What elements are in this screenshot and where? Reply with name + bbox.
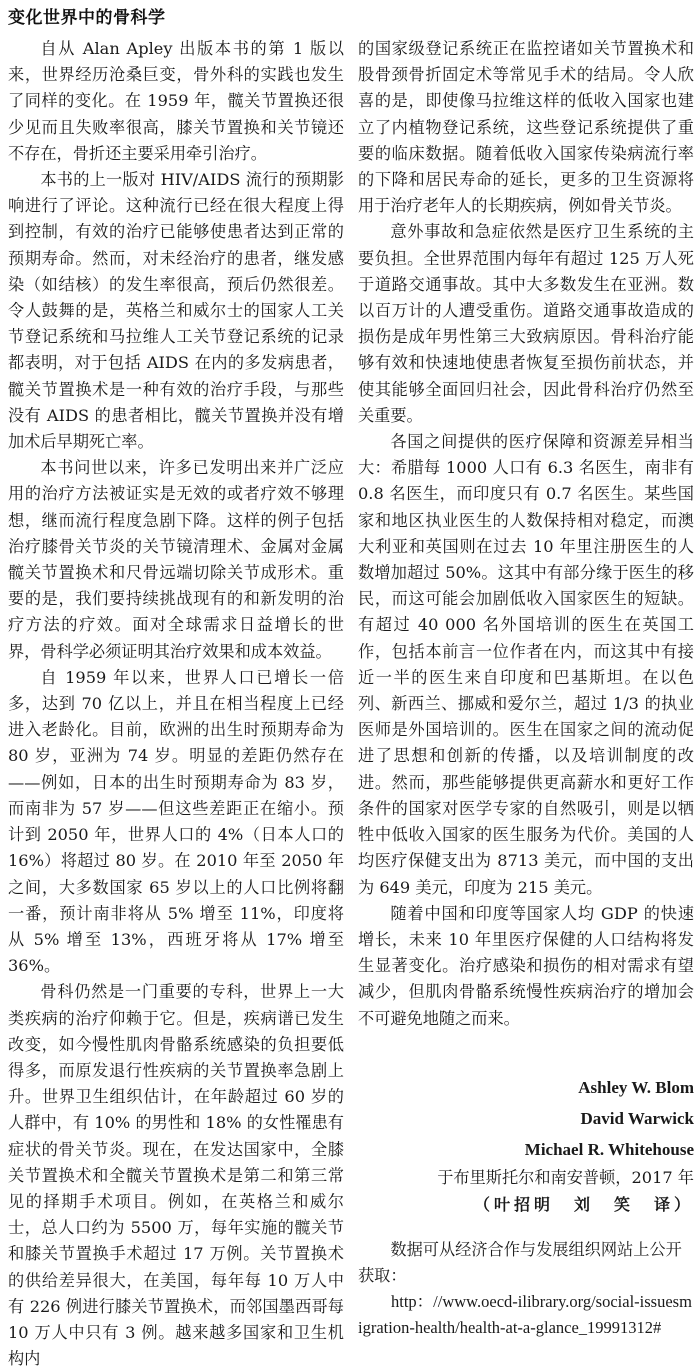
paragraph-healthcare-resources: 各国之间提供的医疗保障和资源差异相当大：希腊每 1000 人口有 6.3 名医生，南非有 0.8 名医生，而印度只有 0.7 名医生。某些国家和地区执业医生的人数保持相对稳定，而澳大利亚和英国则在过去 10 年里注册医生的人数增加超过 50%。这其中有部分缘于医生的移民，而这可能会加剧低收入国家医生的短缺。有超过 40 000 名外国培训的医生在英国工作，包括本前言一位作者在内，而这其中有接近一半的医生来自印度和巴基斯坦。在以色列、新西兰、挪威和爱尔兰，超过 1/3 的执业医师是外国培训的。医生在国家之间的流动促进了思想和创新的传播，以及培训制度的改进。然而，那些能够提供更高薪水和更好工作条件的国家对医学专家的自然吸引，则是以牺牲中低收入国家的医生服务为代价。美国的人均医疗保健支出为 8713 美元，而中国的支出为 649 美元，印度为 215 美元。 — [358, 432, 694, 897]
source-url[interactable]: http：//www.oecd-ilibrary.org/social-issuesmigration-health/health-at-a-glance_19991312# — [358, 1292, 692, 1338]
author-name: Michael R. Whitehouse — [524, 1139, 694, 1159]
paragraph-population-aging: 自 1959 年以来，世界人口已增长一倍多，达到 70 亿以上，并且在相当程度上已经进入老龄化。目前，欧洲的出生时预期寿命为 80 岁，亚洲为 74 岁。明显的差距仍然存在——例如，日本的出生时预期寿命为 83 岁，而南非为 57 岁——但这些差距正在缩小。预计到 2050 年，世界人口的 4%（日本人口的 16%）将超过 80 岁。在 2010 年至 2050 年之间，大多数国家 65 岁以上的人口比例将翻一番，预计南非将从 5% 增至 11%，印度将从 5% 增至 13%，西班牙将从 17% 增至 36%。 — [8, 667, 344, 976]
author-name: David Warwick — [580, 1108, 694, 1128]
translators: （叶招明 刘 笑 译） — [473, 1194, 694, 1214]
paragraph-apley-history: 自从 Alan Apley 出版本书的第 1 版以来，世界经历沧桑巨变，骨外科的实践也发生了同样的变化。在 1959 年，髋关节置换还很少见而且失败率很高，膝关节置换和关节镜还不存在，骨折还主要采用牵引治疗。 — [8, 39, 344, 163]
author-name: Ashley W. Blom — [578, 1077, 694, 1097]
source-spacer — [358, 1219, 694, 1237]
left-column — [8, 36, 344, 1372]
paragraph-registries-continued: 的国家级登记系统正在监控诸如关节置换术和股骨颈骨折固定术等常见手术的结局。令人欣喜的是，即使像马拉维这样的低收入国家也建立了内植物登记系统，这些登记系统提供了重要的临床数据。随着低收入国家传染病流行率的下降和居民寿命的延长，更多的卫生资源将用于治疗老年人的长期疾病，例如骨关节炎。 — [358, 39, 694, 216]
paragraph-gdp-growth: 随着中国和印度等国家人均 GDP 的快速增长，未来 10 年里医疗保健的人口结构将发生显著变化。治疗感染和损伤的相对需求有望减少，但肌肉骨骼系统慢性疾病治疗的增加会不可避免地随之而来。 — [358, 903, 694, 1028]
page-title: 变化世界中的骨科学 — [8, 8, 166, 28]
paragraph-ineffective-treatments: 本书问世以来，许多已发明出来并广泛应用的治疗方法被证实是无效的或者疗效不够理想，继而流行程度急剧下降。这样的例子包括治疗膝骨关节炎的关节镜清理术、金属对金属髋关节置换术和尺骨远端切除关节成形术。重要的是，我们要持续挑战现有的和新发明的治疗方法的疗效。面对全球需求日益增长的世界，骨科学必须证明其治疗效果和成本效益。 — [8, 458, 344, 661]
signature-spacer — [358, 1032, 694, 1072]
source-note: 数据可从经济合作与发展组织网站上公开获取： — [358, 1239, 682, 1285]
paragraph-accidents: 意外事故和急症依然是医疗卫生系统的主要负担。全世界范围内每年有超过 125 万人死于道路交通事故。其中大多数发生在亚洲。数以百万计的人遭受重伤。道路交通事故造成的损伤是成年男性第三大致病原因。骨科治疗能够有效和快速地使患者恢复至损伤前状态，并使其能够全面回归社会，因此骨科治疗仍然至关重要。 — [358, 222, 694, 425]
paragraph-hiv-aids: 本书的上一版对 HIV/AIDS 流行的预期影响进行了评论。这种流行已经在很大程度上得到控制，有效的治疗已能够使患者达到正常的预期寿命。然而，对未经治疗的患者，继发感染（如结核）的发生率很高，预后仍然很差。令人鼓舞的是，英格兰和威尔士的国家人工关节登记系统和马拉维人工关节登记系统的记录都表明，对于包括 AIDS 在内的多发病患者，髋关节置换术是一种有效的治疗手段，与那些没有 AIDS 的患者相比，髋关节置换并没有增加术后早期死亡率。 — [8, 170, 344, 452]
place-date: 于布里斯托尔和南安普顿，2017 年 — [437, 1167, 694, 1187]
right-column — [358, 36, 694, 1342]
paragraph-orthopaedic-burden: 骨科仍然是一门重要的专科，世界上一大类疾病的治疗仰赖于它。但是，疾病谱已发生改变，如今慢性肌肉骨骼系统感染的负担要低得多，而原发退行性疾病的关节置换率急剧上升。世界卫生组织估计，在年龄超过 60 岁的人群中，有 10% 的男性和 18% 的女性罹患有症状的骨关节炎。现在，在发达国家中，全膝关节置换术和全髋关节置换术是第二和第三常见的择期手术项目。例如，在英格兰和威尔士，总人口约为 5500 万，每年实施的髋关节和膝关节置换手术超过 17 万例。关节置换术的供给差异很大，在美国，每年每 10 万人中有 226 例进行膝关节置换术，而邻国墨西哥每 10 万人中只有 3 例。越来越多国家和卫生机构内 — [8, 982, 344, 1369]
